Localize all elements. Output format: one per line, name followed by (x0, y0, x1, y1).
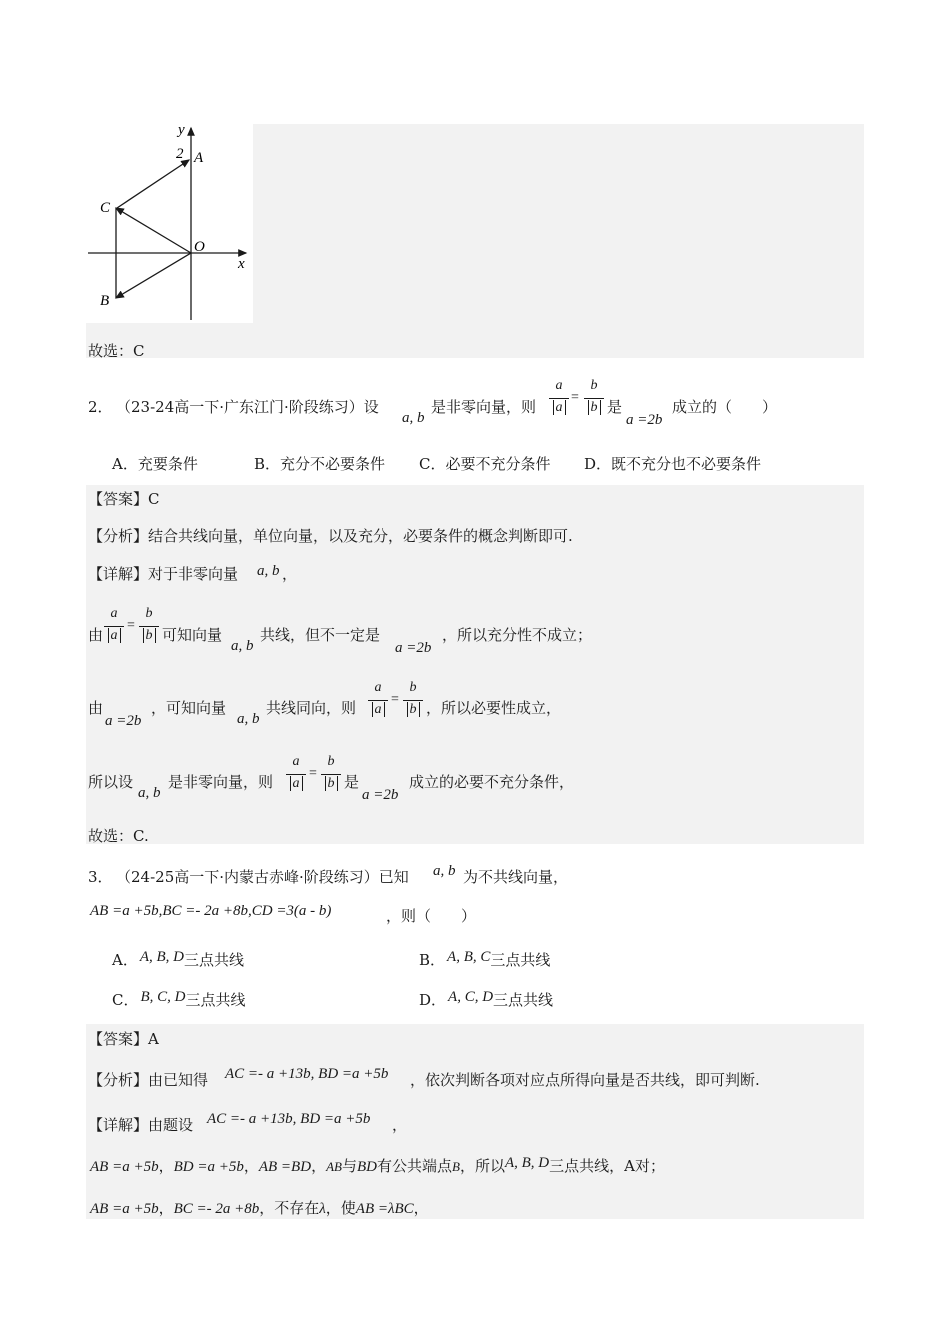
q2-l2-vars: a, b (237, 711, 260, 727)
q2-option-c[interactable]: C．必要不充分条件 (419, 455, 551, 473)
q3-solution-block (86, 1024, 864, 1219)
q2-l3-equals: = (309, 766, 317, 781)
q2-l1-unit-b: b b (139, 606, 159, 654)
q3-analysis-b: ，依次判断各项对应点所得向量是否共线，即可判断. (410, 1071, 760, 1089)
q2-l2-b: ，可知向量 (151, 699, 227, 717)
q3-option-b[interactable]: B． A, B, C三点共线 (419, 949, 551, 969)
q2-l2-c: 共线同向，则 (266, 699, 357, 717)
q3-then: ，则（ ） (386, 907, 477, 925)
coordinate-figure (86, 120, 254, 325)
q2-l1-d: ，所以充分性不成立； (442, 626, 593, 644)
q2-l1-cond: a =2b (395, 640, 432, 656)
q2-number: 2． (88, 398, 113, 416)
q2-l2-unit-a: a a (368, 680, 388, 728)
q2-l3-unit-a: a a (286, 754, 306, 802)
q2-l1-b: 可知向量 (162, 626, 223, 644)
q2-condition: a =2b (626, 412, 663, 428)
label-x: x (238, 256, 245, 272)
q2-l1-unit-a: a a (104, 606, 124, 654)
q2-l1-a: 由 (88, 626, 104, 644)
label-O: O (194, 239, 205, 255)
q2-text3: 成立的（ ） (672, 398, 778, 416)
q3-answer: 【答案】A (88, 1030, 159, 1048)
label-A: A (194, 150, 204, 166)
vector-OB (116, 253, 191, 298)
q2-l1-vars: a, b (231, 638, 254, 654)
q2-l3-unit-b: b b (321, 754, 341, 802)
q2-l3-d: 成立的必要不充分条件， (409, 773, 575, 791)
q3-vars: a, b (433, 863, 456, 879)
q3-option-c[interactable]: C． B, C, D三点共线 (112, 989, 246, 1009)
q2-l2-cond: a =2b (105, 713, 142, 729)
q2-text1: 是非零向量，则 (431, 398, 537, 416)
q3-detail-line2: AB =a +5b，BC =- 2a +8b，不存在λ，使AB =λBC， (90, 1199, 429, 1217)
q2-option-d[interactable]: D．既不充分也不必要条件 (584, 455, 762, 473)
q3-option-a[interactable]: A． A, B, D三点共线 (112, 949, 245, 969)
q2-l2-d: ，所以必要性成立， (426, 699, 562, 717)
q2-answer: 【答案】C (88, 490, 160, 508)
q3-analysis-formula: AC =- a +13b, BD =a +5b (225, 1066, 389, 1082)
q2-detail-label: 【详解】对于非零向量 (88, 565, 239, 583)
q3-number: 3． (88, 868, 113, 886)
q2-l3-cond: a =2b (362, 787, 399, 803)
q3-detail-formula: AC =- a +13b, BD =a +5b (207, 1111, 371, 1127)
q2-unit-b: b b (584, 378, 604, 426)
q2-l3-a: 所以设 (88, 773, 134, 791)
q2-l3-c: 是 (344, 773, 360, 791)
q3-detail-a: 【详解】由题设 (88, 1116, 194, 1134)
q2-equals: = (571, 390, 579, 405)
vector-OA (117, 160, 189, 208)
q3-text1: 为不共线向量， (463, 868, 569, 886)
q2-option-a[interactable]: A．充要条件 (112, 455, 198, 473)
q1-answer-strip (86, 323, 864, 358)
q3-source: （24-25高一下·内蒙古赤峰·阶段练习）已知 (116, 868, 409, 886)
q2-l3-b: 是非零向量，则 (168, 773, 274, 791)
vector-OC (116, 208, 191, 253)
q2-detail-vars: a, b (257, 563, 280, 579)
q2-l1-c: 共线，但不一定是 (260, 626, 381, 644)
q2-option-b[interactable]: B．充分不必要条件 (254, 455, 386, 473)
q2-analysis: 【分析】结合共线向量，单位向量，以及充分，必要条件的概念判断即可. (88, 527, 573, 545)
q3-option-d[interactable]: D． A, C, D三点共线 (419, 989, 554, 1009)
q2-detail-comma: ， (282, 565, 298, 583)
q2-text2: 是 (607, 398, 623, 416)
label-2: 2 (176, 146, 184, 162)
q2-l3-vars: a, b (138, 785, 161, 801)
q3-detail-line1: AB =a +5b，BD =a +5b，AB =BD，AB与BD有公共端点B，所以A, B, D三点共线，A对； (90, 1155, 665, 1175)
q2-l1-equals: = (127, 618, 135, 633)
q2-l2-a: 由 (88, 699, 104, 717)
q3-analysis-a: 【分析】由已知得 (88, 1071, 209, 1089)
q3-given: AB =a +5b,BC =- 2a +8b,CD =3(a - b) (90, 903, 332, 919)
q2-vars: a, b (402, 410, 425, 426)
label-B: B (100, 293, 110, 309)
q1-answer-line: 故选：C (88, 342, 145, 360)
q2-l2-unit-b: b b (403, 680, 423, 728)
q2-l2-equals: = (391, 692, 399, 707)
q3-detail-b: ， (392, 1116, 408, 1134)
label-C: C (100, 200, 111, 216)
q2-unit-a: a a (549, 378, 569, 426)
q2-final: 故选：C. (88, 827, 149, 845)
q2-source: （23-24高一下·广东江门·阶段练习）设 (116, 398, 379, 416)
label-y: y (178, 122, 185, 138)
